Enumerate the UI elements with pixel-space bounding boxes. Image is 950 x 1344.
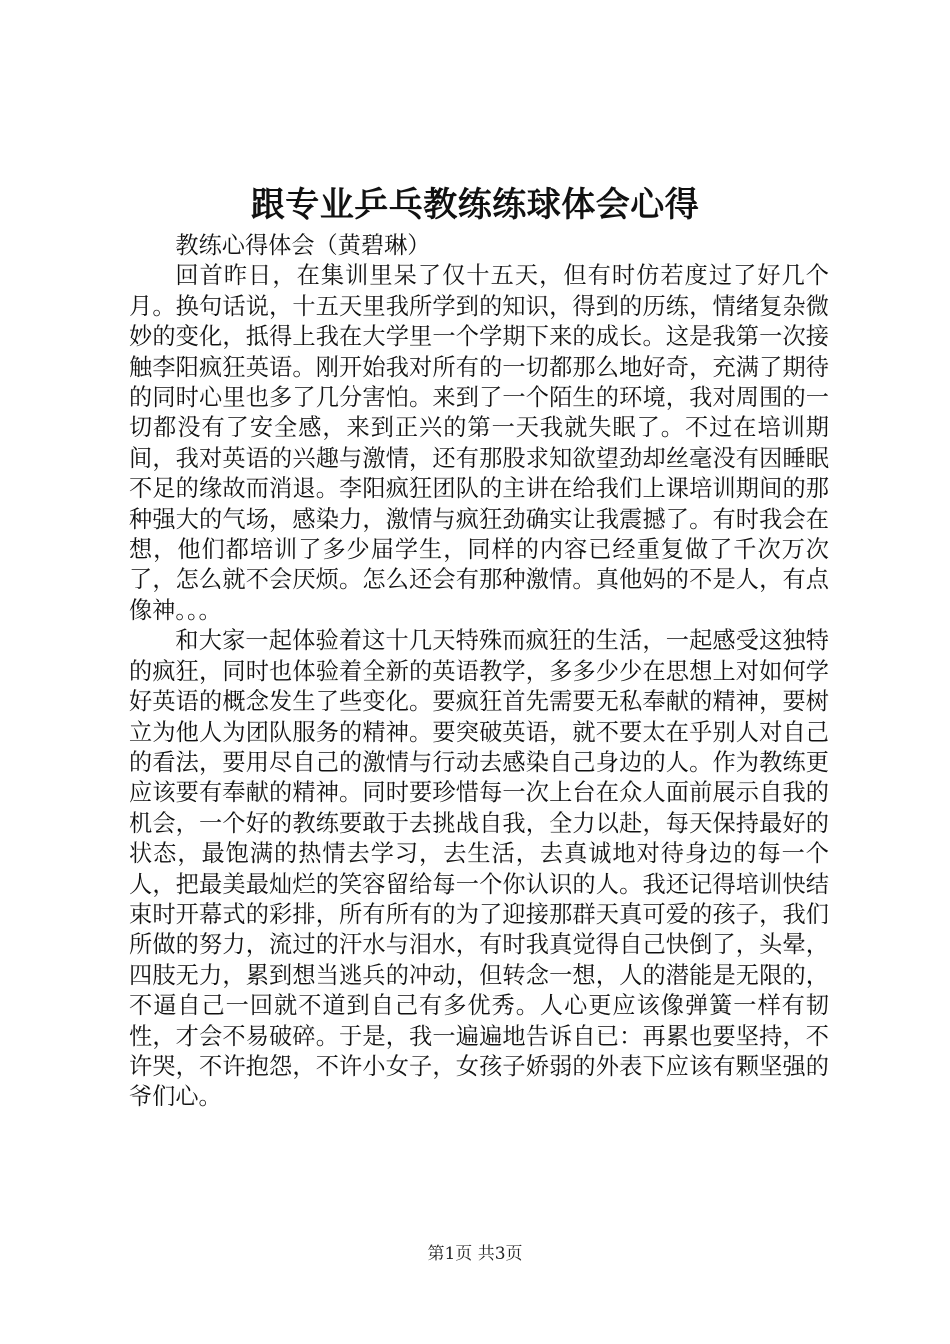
page-number-footer: 第1页 共3页 bbox=[427, 1244, 523, 1264]
document-body bbox=[129, 231, 829, 1113]
paragraph-subtitle: 教练心得体会（黄碧琳） bbox=[175, 232, 431, 259]
paragraph: 和大家一起体验着这十几天特殊而疯狂的生活，一起感受这独特的疯狂，同时也体验着全新的英语教学，多多少少在思想上对如何学好英语的概念发生了些变化。要疯狂首先需要无私奉献的精神，要树立为他人为团队服务的精神。要突破英语，就不要太在乎别人对自己的看法，要用尽自己的激情与行动去感染自己身边的人。作为教练更应该要有奉献的精神。同时要珍惜每一次上台在众人面前展示自我的机会，一个好的教练要敢于去挑战自我，全力以赴，每天保持最好的状态，最饱满的热情去学习，去生活，去真诚地对待身边的每一个人，把最美最灿烂的笑容留给每一个你认识的人。我还记得培训快结束时开幕式的彩排，所有所有的为了迎接那群天真可爱的孩子，我们所做的努力，流过的汗水与泪水，有时我真觉得自己快倒了，头晕，四肢无力，累到想当逃兵的冲动，但转念一想，人的潜能是无限的，不逼自己一回就不道到自己有多优秀。人心更应该像弹簧一样有韧性，才会不易破碎。于是，我一遍遍地告诉自已：再累也要坚持，不许哭，不许抱怨，不许小女子，女孩子娇弱的外表下应该有颗坚强的爷们心。 bbox=[129, 627, 829, 1111]
document-title: 跟专业乒乓教练练球体会心得 bbox=[250, 185, 700, 225]
paragraph: 回首昨日，在集训里呆了仅十五天，但有时仿若度过了好几个月。换句话说，十五天里我所学到的知识，得到的历练，情绪复杂微妙的变化，抵得上我在大学里一个学期下来的成长。这是我第一次接触李阳疯狂英语。刚开始我对所有的一切都那么地好奇，充满了期待的同时心里也多了几分害怕。来到了一个陌生的环境，我对周围的一切都没有了安全感，来到正兴的第一天我就失眠了。不过在培训期间，我对英语的兴趣与激情，还有那股求知欲望劲却丝毫没有因睡眠不足的缘故而消退。李阳疯狂团队的主讲在给我们上课培训期间的那种强大的气场，感染力，激情与疯狂劲确实让我震撼了。有时我会在想，他们都培训了多少届学生，同样的内容已经重复做了千次万次了，怎么就不会厌烦。怎么还会有那种激情。真他妈的不是人，有点像神。。。 bbox=[129, 262, 829, 624]
